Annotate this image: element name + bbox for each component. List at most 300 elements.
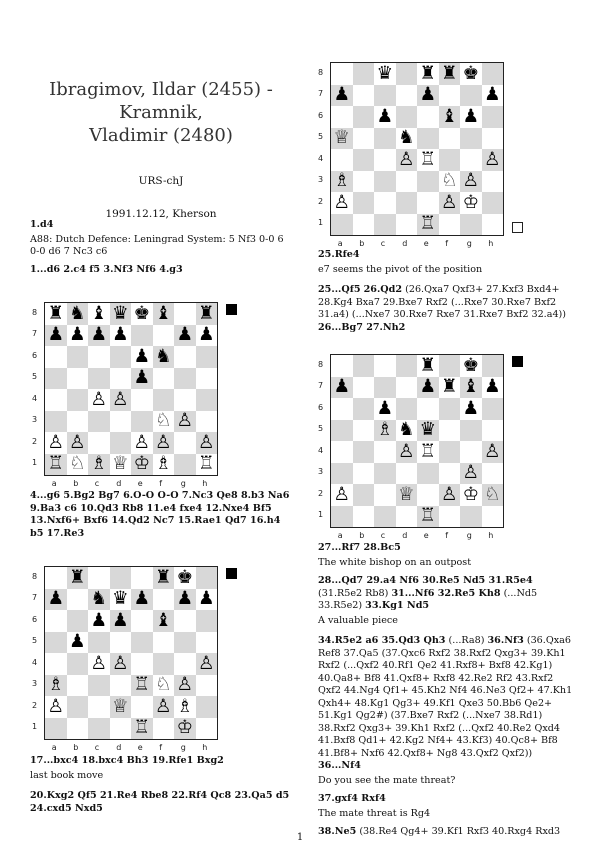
square-a8	[45, 303, 67, 325]
square-b3	[67, 675, 89, 697]
rank-label: 3	[318, 467, 324, 477]
square-f1	[439, 214, 461, 236]
moves-3: 17...bxc4 18.bxc4 Bh3 19.Rfe1 Bxg2	[30, 755, 224, 766]
square-d5	[396, 128, 418, 150]
white-knight-icon: ♘	[68, 453, 86, 474]
square-c2	[88, 432, 110, 454]
eco-opening: A88: Dutch Defence: Leningrad System: 5 Nf3 0-0 6 0-0 d6 7 Nc3 c6	[30, 233, 284, 257]
square-g4	[460, 441, 482, 463]
black-rook-icon: ♜	[419, 63, 437, 84]
square-b6	[353, 398, 375, 420]
square-h4	[482, 441, 504, 463]
square-c3	[88, 411, 110, 433]
black-king-icon: ♚	[133, 303, 151, 324]
square-c8	[88, 567, 110, 589]
square-b7	[353, 377, 375, 399]
black-queen-icon: ♛	[376, 63, 394, 84]
white-pawn-icon: ♙	[68, 432, 86, 453]
comment-37: The mate threat is Rg4	[318, 807, 431, 819]
black-queen-icon: ♛	[419, 419, 437, 440]
square-b2	[67, 432, 89, 454]
square-a1	[45, 718, 67, 740]
square-c4	[88, 653, 110, 675]
square-e8	[131, 567, 153, 589]
square-h5	[196, 632, 218, 654]
square-c2	[374, 484, 396, 506]
square-e1	[417, 214, 439, 236]
moves-25-27: 25...Qf5 26.Qd2 (26.Qxa7 Qxf3+ 27.Kxf3 Bxd4+ 28.Kg4 Bxa7 29.Bxe7 Rxf2 (...Rxe7 30.Rxe7 Bxf2 31.a4) (...Nxe7 30.Rxe7 Rxe7 31.Rxe7 Bxf2 32.a4)) 26...Bg7 27.Nh2	[318, 284, 567, 333]
square-a4	[45, 653, 67, 675]
square-h3	[482, 463, 504, 485]
square-h1	[482, 214, 504, 236]
square-f4	[153, 653, 175, 675]
black-king-icon: ♚	[462, 355, 480, 376]
rank-label: 8	[318, 359, 324, 369]
black-pawn-icon: ♟	[333, 84, 351, 105]
square-e8	[417, 355, 439, 377]
square-a6	[331, 398, 353, 420]
file-label: d	[402, 531, 408, 540]
square-b8	[353, 63, 375, 85]
moves-37: 37.gxf4 Rxf4	[318, 793, 386, 804]
chess-board-4	[316, 354, 528, 544]
square-g1	[174, 454, 196, 476]
file-label: g	[466, 239, 472, 248]
move-25: 25.Rfe4	[318, 249, 360, 260]
square-f7	[439, 377, 461, 399]
rank-label: 4	[318, 153, 324, 163]
square-d2	[396, 192, 418, 214]
white-pawn-icon: ♙	[47, 432, 65, 453]
file-label: a	[51, 479, 57, 488]
rank-label: 8	[32, 571, 38, 581]
square-g4	[174, 389, 196, 411]
square-a1	[331, 506, 353, 528]
file-label: e	[137, 479, 143, 488]
file-label: c	[94, 479, 100, 488]
square-d3	[110, 675, 132, 697]
square-h1	[482, 506, 504, 528]
square-f7	[153, 589, 175, 611]
square-b7	[67, 589, 89, 611]
file-label: f	[159, 479, 163, 488]
square-c6	[88, 610, 110, 632]
square-b3	[353, 171, 375, 193]
square-a1	[331, 214, 353, 236]
white-pawn-icon: ♙	[397, 149, 415, 170]
white-king-icon: ♔	[462, 192, 480, 213]
rank-label: 7	[32, 329, 38, 339]
square-h1	[196, 454, 218, 476]
square-g1	[460, 214, 482, 236]
comment-book: last book move	[30, 769, 104, 781]
white-bishop-icon: ♗	[176, 696, 194, 717]
square-f3	[439, 463, 461, 485]
rank-label: 5	[32, 372, 38, 382]
square-d6	[110, 610, 132, 632]
square-f4	[153, 389, 175, 411]
rank-label: 2	[32, 700, 38, 710]
square-d4	[396, 149, 418, 171]
square-b7	[353, 85, 375, 107]
left-moves-2	[30, 490, 292, 545]
square-g5	[174, 368, 196, 390]
square-d4	[396, 441, 418, 463]
square-f3	[153, 675, 175, 697]
chess-board-2	[30, 566, 242, 756]
white-pawn-icon: ♙	[90, 653, 108, 674]
comment-33: A valuable piece	[318, 614, 398, 626]
black-pawn-icon: ♟	[47, 588, 65, 609]
square-b4	[353, 441, 375, 463]
black-rook-icon: ♜	[197, 303, 215, 324]
square-c3	[88, 675, 110, 697]
event-name: URS-chJ	[138, 175, 184, 187]
black-to-move-indicator	[226, 568, 237, 579]
square-h8	[482, 355, 504, 377]
white-pawn-icon: ♙	[440, 484, 458, 505]
square-g7	[174, 589, 196, 611]
square-f3	[439, 171, 461, 193]
square-c1	[88, 454, 110, 476]
black-pawn-icon: ♟	[376, 398, 394, 419]
square-g4	[174, 653, 196, 675]
square-e6	[417, 398, 439, 420]
square-b3	[353, 463, 375, 485]
square-c7	[88, 589, 110, 611]
file-label: d	[402, 239, 408, 248]
square-f2	[439, 484, 461, 506]
square-h6	[196, 610, 218, 632]
square-e1	[131, 718, 153, 740]
square-h6	[196, 346, 218, 368]
square-f6	[439, 398, 461, 420]
square-h2	[196, 696, 218, 718]
black-knight-icon: ♞	[90, 588, 108, 609]
square-d6	[396, 106, 418, 128]
white-bishop-icon: ♗	[90, 453, 108, 474]
square-d1	[110, 718, 132, 740]
rank-label: 4	[32, 393, 38, 403]
square-f6	[153, 346, 175, 368]
square-g7	[460, 377, 482, 399]
white-pawn-icon: ♙	[90, 389, 108, 410]
square-h7	[196, 589, 218, 611]
white-pawn-icon: ♙	[483, 441, 501, 462]
square-e4	[131, 653, 153, 675]
square-a8	[331, 63, 353, 85]
square-h7	[482, 85, 504, 107]
rank-label: 4	[318, 445, 324, 455]
black-pawn-icon: ♟	[68, 324, 86, 345]
square-b5	[67, 368, 89, 390]
file-label: b	[359, 239, 365, 248]
black-knight-icon: ♞	[154, 346, 172, 367]
white-pawn-icon: ♙	[397, 441, 415, 462]
black-knight-icon: ♞	[397, 127, 415, 148]
white-to-move-indicator	[512, 222, 523, 233]
square-f5	[439, 128, 461, 150]
square-c4	[374, 441, 396, 463]
square-f1	[153, 454, 175, 476]
white-pawn-icon: ♙	[133, 432, 151, 453]
white-queen-icon: ♕	[111, 453, 129, 474]
square-a7	[45, 589, 67, 611]
board-grid	[44, 302, 218, 476]
black-pawn-icon: ♟	[462, 398, 480, 419]
rank-label: 2	[318, 196, 324, 206]
white-bishop-icon: ♗	[154, 453, 172, 474]
moves-34-36: 34.R5e2 a6 35.Qd3 Qh3 (...Ra8) 36.Nf3 (36.Qxa6 Ref8 37.Qa5 (37.Qxc6 Rxf2 38.Rxf2 Qxg3+ 39.Kh1 Rxf2 (...Qxf2 40.Rf1 Qe2 41.Rxf8+ Bxf8 42.Kg1) 40.Qa8+ Bf8 41.Qxf8+ Rxf8 42.Re2 Rf2 43.Rxf2 Qxf2 44.Ng4 Qf1+ 45.Kh2 Nf4 46.Ne3 Qf2+ 47.Kh1 Qxh4+ 48.Kg1 Qg3+ 49.Kf1 Qxe3 50.Bb6 Qe2+ 51.Kg1 Qg2#) (37.Bxe7 Rxf2 (...Nxe7 38.Rd1) 38.Rxf2 Qxg3+ 39.Kh1 Rxf2 (...Qxf2 40.Re2 Qxd4 41.Bxf8 Qd1+ 42.Kg2 Nf4+ 43.Kf3) 40.Qc8+ Bf8 41.Bf8+ Nxf6 42.Qxf8+ Ng8 43.Qxf2 Qxf2)) 36...Nf4	[318, 635, 573, 771]
square-h5	[482, 128, 504, 150]
file-label: h	[202, 743, 208, 752]
comment-36: Do you see the mate threat?	[318, 774, 456, 786]
black-pawn-icon: ♟	[462, 106, 480, 127]
square-g6	[174, 346, 196, 368]
square-d2	[110, 432, 132, 454]
file-label: f	[159, 743, 163, 752]
square-g2	[460, 484, 482, 506]
square-a6	[45, 346, 67, 368]
square-d7	[110, 325, 132, 347]
black-pawn-icon: ♟	[133, 588, 151, 609]
square-g3	[174, 411, 196, 433]
file-label: a	[51, 743, 57, 752]
file-label: f	[445, 531, 449, 540]
square-a2	[331, 192, 353, 214]
square-e1	[417, 506, 439, 528]
square-e5	[417, 420, 439, 442]
comment-25: e7 seems the pivot of the position	[318, 263, 483, 275]
white-pawn-icon: ♙	[333, 192, 351, 213]
square-f8	[153, 303, 175, 325]
file-label: e	[423, 531, 429, 540]
black-pawn-icon: ♟	[176, 324, 194, 345]
square-b6	[67, 346, 89, 368]
file-label: b	[73, 479, 79, 488]
right-moves-1	[318, 249, 578, 339]
white-queen-icon: ♕	[111, 696, 129, 717]
file-label: h	[202, 479, 208, 488]
white-knight-icon: ♘	[483, 484, 501, 505]
square-a1	[45, 454, 67, 476]
black-pawn-icon: ♟	[483, 84, 501, 105]
square-a7	[331, 85, 353, 107]
rank-label: 1	[32, 722, 38, 732]
square-b2	[353, 484, 375, 506]
rank-label: 3	[318, 175, 324, 185]
board-grid	[330, 354, 504, 528]
square-a3	[45, 411, 67, 433]
square-e4	[417, 149, 439, 171]
file-label: e	[423, 239, 429, 248]
moves-1: 1...d6 2.c4 f5 3.Nf3 Nf6 4.g3	[30, 263, 183, 275]
square-d8	[110, 303, 132, 325]
square-b5	[353, 420, 375, 442]
square-f2	[153, 696, 175, 718]
square-h4	[196, 653, 218, 675]
black-rook-icon: ♜	[47, 303, 65, 324]
file-label: a	[337, 239, 343, 248]
event-date: 1991.12.12, Kherson	[105, 207, 217, 220]
square-b8	[67, 303, 89, 325]
square-e7	[131, 325, 153, 347]
black-rook-icon: ♜	[440, 376, 458, 397]
square-b5	[67, 632, 89, 654]
square-d4	[110, 389, 132, 411]
left-moves-3	[30, 755, 292, 820]
square-h2	[482, 192, 504, 214]
square-c6	[88, 346, 110, 368]
black-pawn-icon: ♟	[133, 367, 151, 388]
square-f1	[153, 718, 175, 740]
square-h3	[196, 675, 218, 697]
square-f1	[439, 506, 461, 528]
square-a4	[45, 389, 67, 411]
chess-board-3	[316, 62, 528, 252]
square-d5	[110, 632, 132, 654]
moves-27-28: 27...Rf7 28.Bc5	[318, 542, 401, 553]
square-g7	[460, 85, 482, 107]
rank-label: 2	[318, 488, 324, 498]
rank-label: 7	[32, 593, 38, 603]
square-b3	[67, 411, 89, 433]
square-c5	[374, 420, 396, 442]
square-e5	[131, 368, 153, 390]
square-h3	[482, 171, 504, 193]
square-g3	[174, 675, 196, 697]
square-c6	[374, 398, 396, 420]
black-pawn-icon: ♟	[68, 631, 86, 652]
moves-38: 38.Ne5 (38.Re4 Qg4+ 39.Kf1 Rxf3 40.Rxg4 Rxd3	[318, 826, 561, 837]
game-title: Ibragimov, Ildar (2455) - Kramnik, Vladimir (2480)	[49, 79, 273, 146]
square-d2	[396, 484, 418, 506]
rank-label: 7	[318, 381, 324, 391]
black-pawn-icon: ♟	[419, 376, 437, 397]
square-e5	[131, 632, 153, 654]
square-b1	[353, 214, 375, 236]
square-g2	[460, 192, 482, 214]
square-d5	[396, 420, 418, 442]
white-pawn-icon: ♙	[483, 149, 501, 170]
black-pawn-icon: ♟	[376, 106, 394, 127]
white-queen-icon: ♕	[333, 127, 351, 148]
square-g2	[174, 696, 196, 718]
black-bishop-icon: ♝	[90, 303, 108, 324]
white-knight-icon: ♘	[154, 410, 172, 431]
white-pawn-icon: ♙	[333, 484, 351, 505]
moves-2: 4...g6 5.Bg2 Bg7 6.O-O O-O 7.Nc3 Qe8 8.b3 Na6 9.Ba3 c6 10.Qd3 Rb8 11.e4 fxe4 12.Nxe4 Bf5 13.Nxf6+ Bxf6 14.Qd2 Nc7 15.Rae1 Qd7 16.h4 b5 17.Re3	[30, 490, 290, 539]
square-c2	[88, 696, 110, 718]
black-bishop-icon: ♝	[154, 303, 172, 324]
square-d5	[110, 368, 132, 390]
white-pawn-icon: ♙	[462, 462, 480, 483]
square-b8	[353, 355, 375, 377]
white-pawn-icon: ♙	[197, 432, 215, 453]
square-g1	[460, 506, 482, 528]
rank-label: 8	[318, 67, 324, 77]
square-h2	[482, 484, 504, 506]
square-b5	[353, 128, 375, 150]
square-d7	[396, 377, 418, 399]
square-h5	[482, 420, 504, 442]
square-a4	[331, 149, 353, 171]
square-e4	[417, 441, 439, 463]
black-bishop-icon: ♝	[440, 106, 458, 127]
square-d8	[396, 355, 418, 377]
square-e6	[131, 346, 153, 368]
white-queen-icon: ♕	[397, 484, 415, 505]
square-d4	[110, 653, 132, 675]
square-h4	[196, 389, 218, 411]
square-f6	[153, 610, 175, 632]
file-label: b	[73, 743, 79, 752]
square-h6	[482, 398, 504, 420]
square-f4	[439, 441, 461, 463]
rank-label: 3	[32, 679, 38, 689]
square-c4	[88, 389, 110, 411]
rank-label: 7	[318, 89, 324, 99]
square-b1	[353, 506, 375, 528]
black-to-move-indicator	[226, 304, 237, 315]
black-knight-icon: ♞	[68, 303, 86, 324]
square-c3	[374, 171, 396, 193]
square-h2	[196, 432, 218, 454]
square-d2	[110, 696, 132, 718]
square-c6	[374, 106, 396, 128]
square-e4	[131, 389, 153, 411]
square-a3	[45, 675, 67, 697]
rank-label: 1	[318, 510, 324, 520]
square-d1	[396, 506, 418, 528]
black-rook-icon: ♜	[440, 63, 458, 84]
white-rook-icon: ♖	[47, 453, 65, 474]
square-d7	[110, 589, 132, 611]
right-moves-2	[318, 542, 578, 844]
square-e1	[131, 454, 153, 476]
square-e7	[417, 377, 439, 399]
square-a6	[331, 106, 353, 128]
rank-label: 5	[318, 132, 324, 142]
square-b4	[67, 389, 89, 411]
left-column	[30, 78, 292, 220]
square-d8	[110, 567, 132, 589]
square-f4	[439, 149, 461, 171]
black-pawn-icon: ♟	[133, 346, 151, 367]
rank-label: 1	[32, 458, 38, 468]
square-f5	[153, 368, 175, 390]
square-c1	[374, 506, 396, 528]
square-c5	[374, 128, 396, 150]
black-pawn-icon: ♟	[90, 610, 108, 631]
square-a5	[45, 632, 67, 654]
white-rook-icon: ♖	[419, 505, 437, 526]
square-a2	[331, 484, 353, 506]
rank-label: 8	[32, 307, 38, 317]
square-e3	[417, 171, 439, 193]
square-e3	[131, 411, 153, 433]
white-pawn-icon: ♙	[462, 170, 480, 191]
square-g8	[460, 63, 482, 85]
square-g6	[460, 106, 482, 128]
square-e6	[417, 106, 439, 128]
file-label: f	[445, 239, 449, 248]
square-f8	[153, 567, 175, 589]
file-label: c	[380, 239, 386, 248]
white-pawn-icon: ♙	[154, 432, 172, 453]
square-c1	[88, 718, 110, 740]
square-e8	[131, 303, 153, 325]
